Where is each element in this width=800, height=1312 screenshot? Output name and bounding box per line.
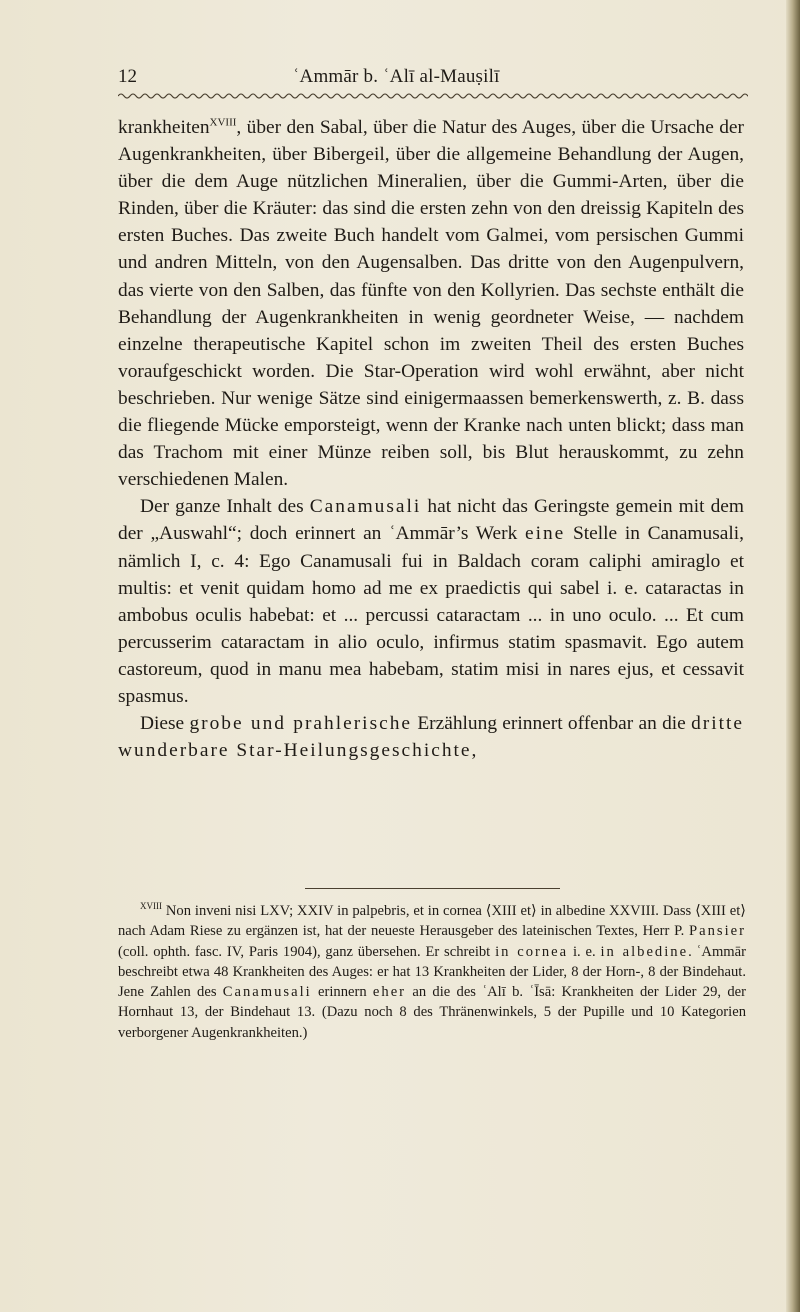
spaced-emphasis: grobe und prahlerische (189, 713, 413, 735)
page-edge-shadow (786, 0, 800, 1312)
footnote-reference: XVIII (209, 116, 237, 129)
spaced-emphasis: eine (524, 523, 566, 545)
page-number: 12 (118, 66, 137, 87)
page-header (118, 66, 738, 88)
running-head: ʿAmmār b. ʿAlī al-Mauṣilī (293, 66, 500, 87)
spaced-emphasis: Canamusali (309, 496, 422, 518)
footnote-marker: XVIII (140, 901, 162, 912)
spaced-emphasis: dritte wunderbare Star-Heilungsgeschichte (118, 713, 745, 762)
paragraph-3: Diese grobe und prahlerische Erzählung erinnert offenbar an die dritte wunderbare Star-Heilungsgeschichte, (118, 713, 745, 762)
wavy-ornament-rule (118, 92, 748, 100)
footnote (118, 901, 746, 1043)
main-text (118, 114, 744, 764)
paragraph-1: krankheiten$^{XVIII}$, über den Sabal, über die Natur des Auges, über die Ursache der Augenkrankheiten, über Bibergeil, über die allgemeine Behandlung der Augen, über die dem Auge nützlichen Mineralien, über die Gummi-Arten, über die Rinden, über die Kräuter: das sind die ersten zehn von den dreissig Kapiteln des ersten Buches. Das zweite Buch handelt vom Galmei, vom persischen Gummi und andren Mitteln, von den Augensalben. Das dritte von den Augenpulvern, das vierte von den Salben, das fünfte von den Kollyrien. Das sechste enthält die Behandlung der Augenkrankheiten in wenig geordneter Weise, — nachdem einzelne therapeutische Kapitel schon im zweiten Theil des ersten Buches voraufgeschickt worden. Die Star-Operation wird wohl erwähnt, aber nicht beschrieben. Nur wenige Sätze sind einigermaassen bemerkenswerth, z. B. dass die fliegende Mücke emporsteigt, wenn der Kranke nach unten blickt; dass man das Trachom mit einer Münze reiben soll, bis Blut herauskommt, zu zehn verschiedenen Malen. (118, 116, 744, 491)
footnote-separator (305, 888, 560, 889)
footnote-text: $^{XVIII}$ Non inveni nisi LXV; XXIV in palpebris, et in cornea ⟨XIII et⟩ in albedine XXVIII. Dass ⟨XIII et⟩ nach Adam Riese zu ergänzen ist, hat der neueste Herausgeber des lateinischen Textes, Herr P. Pansier (coll. ophth. fasc. IV, Paris 1904), ganz übersehen. Er schreibt in cornea i. e. in albedine. ʿAmmār beschreibt etwa 48 Krankheiten des Auges: er hat 13 Krankheiten der Lider, 8 der Horn-, 8 der Bindehaut. Jene Zahlen des Canamusali erinnern eher an die des ʿAlī b. ʿĪsā: Krankheiten der Lider 29, der Hornhaut 13, der Bindehaut 13. (Dazu noch 8 des Thränenwinkels, 5 der Pupille und 10 Kategorien verborgener Augenkrankheiten.) (118, 901, 746, 1041)
paragraph-2: Der ganze Inhalt des Canamusali hat nicht das Geringste gemein mit dem der „Auswahl“; doch erinnert an ʿAmmār’s Werk eine Stelle in Canamusali, nämlich I, c. 4: Ego Canamusali fui in Baldach coram caliphi amiraglo et multis: et venit quidam homo ad me ex praedictis qui sabel i. e. cataractas in ambobus oculis habebat: et ... percussi cataractam ... in uno oculo. ... Et cum percusserim cataractam in alio oculo, infirmus statim spasmavit. Ego autem castoreum, quod in manu mea habebam, statim misi in nares ejus, et cessavit spasmus. (118, 496, 744, 707)
